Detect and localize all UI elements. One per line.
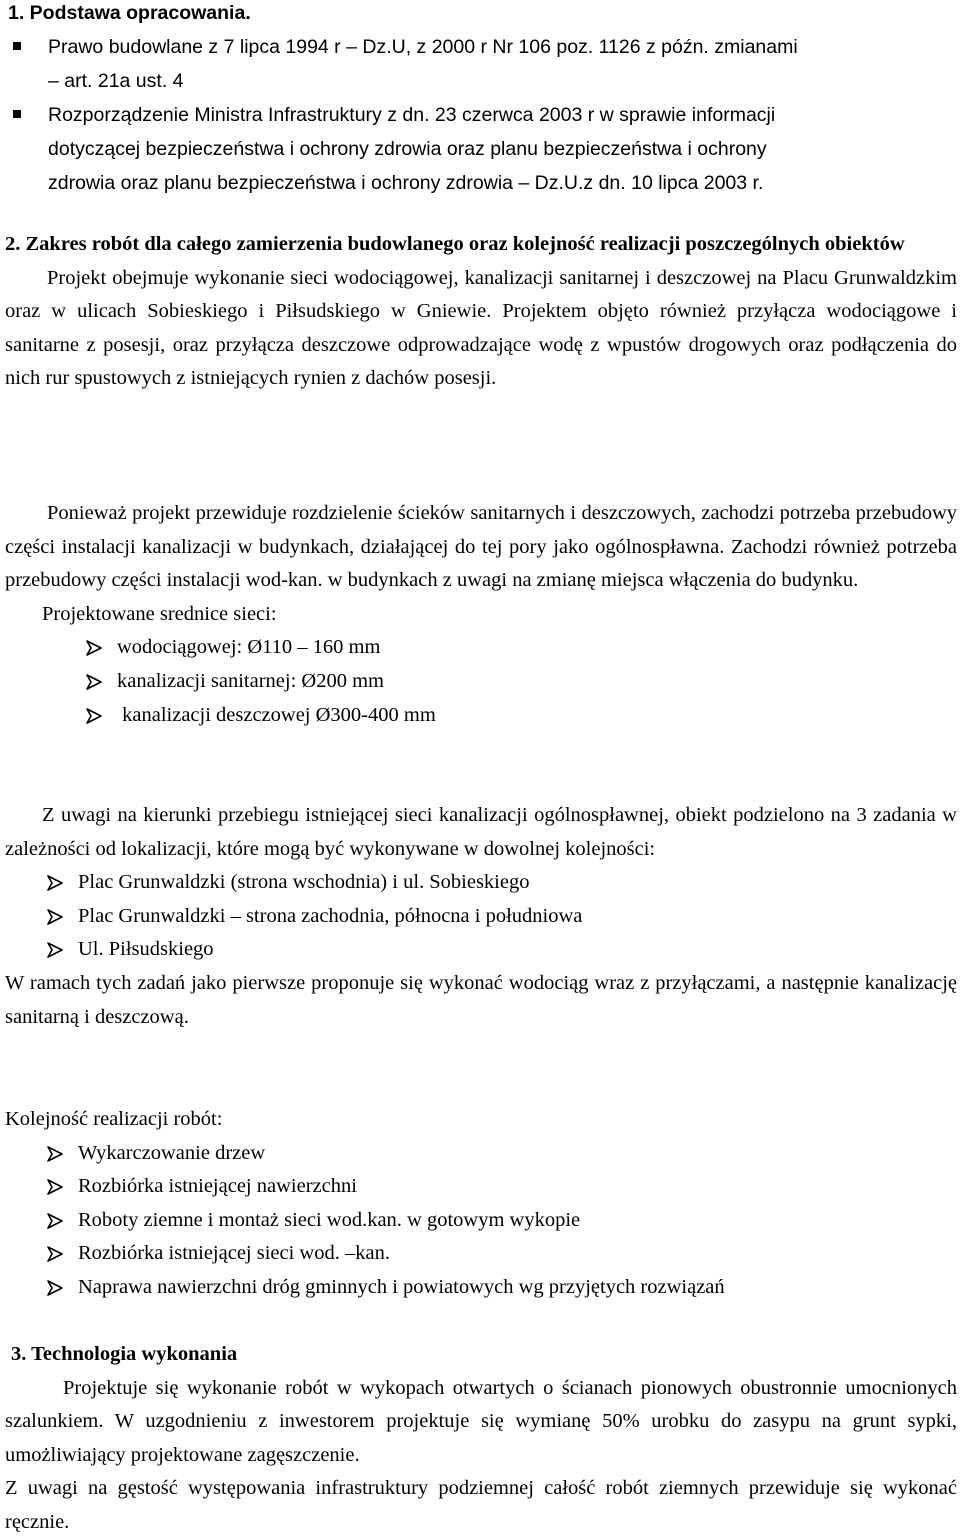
paragraph: Projekt obejmuje wykonanie sieci wodociągowej, kanalizacji sanitarnej i deszczowej na Placu Grunwaldzkim oraz w ulicach Sobieskiego i Piłsudskiego w Gniewie. Projektem objęto również przyłącza wodociągowe i sanitarne z posesji, oraz przyłącza deszczowe odprowadzające wodę z wpustów drogowych oraz podłączenia do nich rur spustowych z istniejących rynien z dachów posesji. xyxy=(5,266,957,390)
paragraph: Z uwagi na kierunki przebiegu istniejącej sieci kanalizacji ogólnospławnej, obiekt podzielono na 3 zadania w zależności od lokalizacji, które mogą być wykonywane w dowolnej kolejności: xyxy=(5,804,957,860)
section-1 xyxy=(8,0,958,200)
list-item-text: Rozbiórka istniejącej sieci wod. –kan. xyxy=(78,1242,390,1265)
list-item xyxy=(117,699,957,733)
list-item xyxy=(78,1237,957,1271)
section-2 xyxy=(5,228,957,396)
list-item-text: Rozporządzenie Ministra Infrastruktury z dn. 23 czerwca 2003 r w sprawie informacji xyxy=(48,104,776,126)
diameters-list xyxy=(5,631,957,732)
section-3-heading: 3. Technologia wykonania xyxy=(11,1343,238,1365)
arrow-bullet-icon xyxy=(46,874,64,892)
list-item-text: Ul. Piłsudskiego xyxy=(78,938,214,961)
paragraph: Projektuje się wykonanie robót w wykopach otwartych o ścianach pionowych obustronnie umocnionych szalunkiem. W uzgodnieniu z inwestorem projektuje się wymianę 50% urobku do zasypu na grunt sypki, umożliwiający projektowane zagęszczenie. xyxy=(5,1376,957,1466)
list-item-text: – art. 21a ust. 4 xyxy=(48,70,184,92)
list-item xyxy=(117,665,957,699)
list-item-text: dotyczącej bezpieczeństwa i ochrony zdrowia oraz planu bezpieczeństwa i ochrony xyxy=(48,138,767,160)
arrow-bullet-icon xyxy=(46,908,64,926)
list-item-text: Plac Grunwaldzki – strona zachodnia, północna i południowa xyxy=(78,904,583,927)
paragraph: W ramach tych zadań jako pierwsze proponuje się wykonać wodociąg wraz z przyłączami, a następnie kanalizację sanitarną i deszczową. xyxy=(5,971,957,1028)
list-item-text: Rozbiórka istniejącej nawierzchni xyxy=(78,1175,357,1198)
list-item-text: wodociągowej: Ø110 – 160 mm xyxy=(117,636,381,659)
arrow-bullet-icon xyxy=(46,1245,64,1263)
list-item-text: Roboty ziemne i montaż sieci wod.kan. w gotowym wykopie xyxy=(78,1208,581,1231)
list-item xyxy=(78,1271,957,1305)
arrow-bullet-icon xyxy=(85,639,103,657)
list-item xyxy=(78,866,957,900)
list-item xyxy=(78,1170,957,1204)
order-list xyxy=(5,1137,957,1305)
list-item xyxy=(78,1204,957,1238)
section-2-para2 xyxy=(5,497,957,732)
list-item-text: Plac Grunwaldzki (strona wschodnia) i ul. Sobieskiego xyxy=(78,871,530,894)
order-heading: Kolejność realizacji robót: xyxy=(5,1108,223,1130)
arrow-bullet-icon xyxy=(85,707,103,725)
square-bullet-icon xyxy=(13,42,21,50)
paragraph: Ponieważ projekt przewiduje rozdzielenie ścieków sanitarnych i deszczowych, zachodzi potrzeba przebudowy części instalacji kanalizacji w budynkach, działającej do tej pory jako ogólnospławna. Zachodzi również potrzeba przebudowy części instalacji wod-kan. w budynkach z uwagi na zmianę miejsca włączenia do budynku. xyxy=(5,502,957,592)
list-item-text: Naprawa nawierzchni dróg gminnych i powiatowych wg przyjętych rozwiązań xyxy=(78,1275,725,1298)
tasks-list xyxy=(5,866,957,967)
arrow-bullet-icon xyxy=(85,673,103,691)
arrow-bullet-icon xyxy=(46,1279,64,1297)
section-3 xyxy=(5,1338,957,1540)
section-2-order xyxy=(5,1103,957,1305)
list-item xyxy=(117,631,957,665)
square-bullet-icon xyxy=(13,110,21,118)
list-item-text: kanalizacji sanitarnej: Ø200 mm xyxy=(117,669,384,692)
arrow-bullet-icon xyxy=(46,941,64,959)
section-1-heading: 1. Podstawa opracowania. xyxy=(8,2,251,24)
arrow-bullet-icon xyxy=(46,1212,64,1230)
list-item-text: Wykarczowanie drzew xyxy=(78,1141,266,1164)
list-item xyxy=(8,30,958,64)
list-item xyxy=(8,98,958,132)
section-2-heading: 2. Zakres robót dla całego zamierzenia budowlanego oraz kolejność realizacji poszczególnych obiektów xyxy=(5,233,905,255)
list-item xyxy=(78,933,957,967)
diameters-heading: Projektowane srednice sieci: xyxy=(42,602,277,625)
list-item-text: kanalizacji deszczowej Ø300-400 mm xyxy=(117,703,436,726)
list-item-text: Prawo budowlane z 7 lipca 1994 r – Dz.U, z 2000 r Nr 106 poz. 1126 z późn. zmianami xyxy=(48,36,798,58)
list-item xyxy=(78,1137,957,1171)
list-item xyxy=(78,900,957,934)
arrow-bullet-icon xyxy=(46,1145,64,1163)
list-item-text: zdrowia oraz planu bezpieczeństwa i ochrony zdrowia – Dz.U.z dn. 10 lipca 2003 r. xyxy=(48,172,764,194)
paragraph: Z uwagi na gęstość występowania infrastruktury podziemnej całość robót ziemnych przewiduje się wykonać ręcznie. xyxy=(5,1477,957,1533)
section-2-para3 xyxy=(5,799,957,1034)
arrow-bullet-icon xyxy=(46,1178,64,1196)
